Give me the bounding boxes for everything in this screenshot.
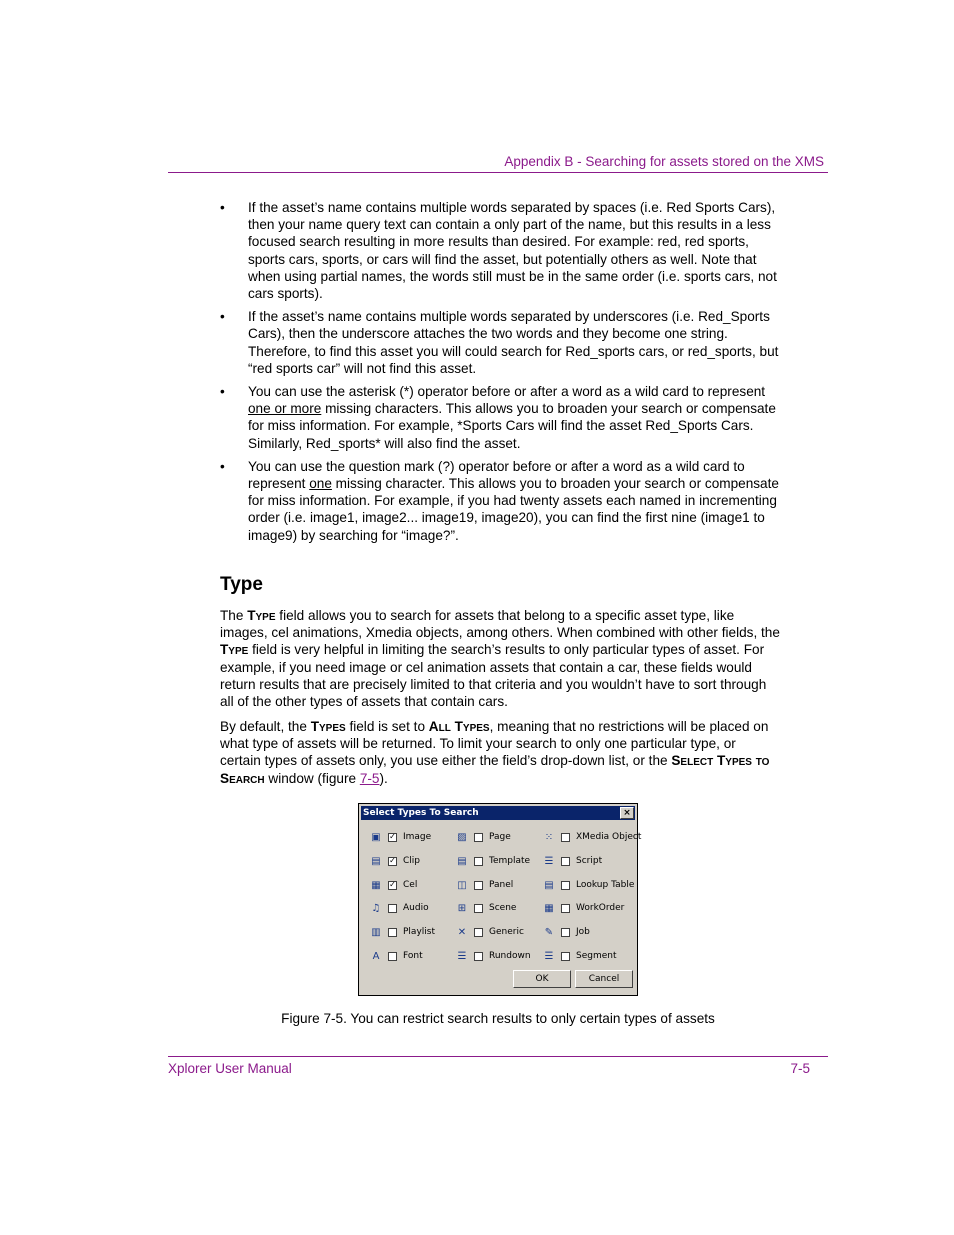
page-header <box>168 152 828 173</box>
bullet-text: You can use the asterisk (*) operator before or after a word as a wild card to represent <box>248 384 766 400</box>
bullet-dot: • <box>220 200 225 215</box>
bullet-text: You can use the question mark (?) operator before or after a word as a wild card to represent <box>248 458 745 492</box>
page-icon: ▨ <box>457 831 467 843</box>
cancel-button[interactable]: Cancel <box>575 970 633 988</box>
type-option-label: Clip <box>403 856 420 866</box>
type-option-label: WorkOrder <box>576 903 625 913</box>
page-number: 7-5 <box>790 1061 810 1076</box>
figure-link[interactable]: 7-5 <box>359 770 380 786</box>
figure-caption: Figure 7-5. You can restrict search results to only certain types of assets <box>281 1011 715 1026</box>
type-checkbox[interactable] <box>561 881 570 890</box>
clip-icon: ▤ <box>371 855 381 867</box>
type-option[interactable] <box>543 901 624 915</box>
cel-icon: ▦ <box>371 879 381 891</box>
type-option-label: Script <box>576 856 603 866</box>
type-checkbox[interactable]: ✓ <box>389 832 396 841</box>
underlined-text: one <box>309 476 332 492</box>
type-option-label: Cel <box>403 880 418 890</box>
type-option[interactable] <box>370 854 420 868</box>
type-option-label: Playlist <box>403 927 435 937</box>
type-checkbox[interactable] <box>388 928 397 937</box>
font-icon: A <box>372 950 380 962</box>
playlist-icon: ▥ <box>371 926 381 938</box>
script-icon: ☰ <box>544 855 554 867</box>
text: window (figure <box>264 770 360 786</box>
section-heading: Type <box>220 574 263 595</box>
xmedia-object-icon: ⁙ <box>544 831 554 843</box>
type-option-label: Page <box>489 832 511 842</box>
default-paragraph <box>220 718 780 787</box>
text: field is very helpful in limiting the search’s results to only particular types of asset. For example, if you need image or cel animation assets that contain a car, these fields would return results that are precisely limited to that criteria and you wouldn’t have to sort through all of the other types of assets that contain cars. <box>220 642 767 710</box>
type-option-label: Generic <box>489 927 524 937</box>
type-option[interactable] <box>456 901 516 915</box>
list-item <box>220 199 780 302</box>
type-checkbox[interactable] <box>474 881 483 890</box>
type-option-label: Job <box>576 927 590 937</box>
bullet-text: If the asset’s name contains multiple words separated by underscores (i.e. Red_Sports Cars), then the underscore attaches the two words and they become one string. Therefore, to find this asset you will could search for Red_sports cars, or red_sports, but “red sports car” will not find this asset. <box>248 309 779 376</box>
header-title: Appendix B - Searching for assets stored on the XMS <box>504 154 824 169</box>
field-name: Types <box>310 719 346 734</box>
list-item <box>220 458 780 544</box>
type-checkbox[interactable] <box>388 904 397 913</box>
type-option-label: XMedia Object <box>576 832 642 842</box>
type-option[interactable] <box>543 830 641 844</box>
type-checkbox[interactable] <box>474 952 483 961</box>
text: ). <box>379 770 388 786</box>
text: field allows you to search for assets that belong to a specific asset type, like images, cel animations, Xmedia objects, among others. When combined with other fields, the <box>220 608 780 641</box>
bullet-text: If the asset’s name contains multiple words separated by spaces (i.e. Red Sports Cars), then your name query text can contain a only part of the name, but this results in a less focused search resulting in more results than desired. For example: red, red sports, sports cars, sports, or cars will find the asset, but potentially others as well. Note that when using partial names, the words still must be in the same order (i.e. sports cars, not cars sports). <box>248 200 777 302</box>
type-option-label: Panel <box>489 880 514 890</box>
type-checkbox[interactable]: ✓ <box>389 880 396 889</box>
type-checkbox[interactable] <box>474 857 483 866</box>
field-name: Type <box>220 642 249 658</box>
type-option-label: Scene <box>489 903 517 913</box>
type-option-label: Template <box>489 856 531 866</box>
text: By default, the <box>220 719 311 734</box>
text: , meaning that no restrictions will be placed on what type of assets will be returned. To limit your search to only one particular type, or certain types of assets only, you use either the field’s drop-down list, or the <box>220 719 769 769</box>
type-option[interactable] <box>543 925 590 939</box>
audio-icon: ♫ <box>371 902 381 914</box>
type-checkbox[interactable]: ✓ <box>389 856 396 865</box>
job-icon: ✎ <box>544 926 554 938</box>
footer-title: Xplorer User Manual <box>168 1061 292 1076</box>
bullet-dot: • <box>220 309 225 325</box>
rundown-icon: ☰ <box>457 950 467 962</box>
type-option-label: Image <box>403 832 432 842</box>
bullet-text: missing characters. This allows you to broaden your search or compensate for miss information. For example, *Sports Cars will find the asset Red_Sports Cars. Similarly, Red_sports* will also find the asset. <box>248 401 776 451</box>
type-option[interactable] <box>456 949 531 963</box>
type-option-label: Audio <box>403 903 429 913</box>
text: The <box>220 608 248 623</box>
type-checkbox[interactable] <box>561 952 570 961</box>
list-item <box>220 308 780 377</box>
type-option[interactable] <box>370 949 423 963</box>
type-checkbox[interactable] <box>561 833 570 842</box>
type-option[interactable] <box>456 878 513 892</box>
type-option[interactable] <box>543 854 602 868</box>
type-option-label: Font <box>403 951 423 961</box>
ok-button[interactable]: OK <box>513 970 571 988</box>
dialog-title: Select Types To Search <box>363 808 479 818</box>
dialog-body <box>362 822 642 992</box>
select-types-dialog <box>358 803 642 996</box>
type-option-label: Rundown <box>489 951 531 961</box>
image-icon: ▣ <box>371 831 381 843</box>
type-option-label: Segment <box>576 951 617 961</box>
type-checkbox[interactable] <box>474 904 483 913</box>
dialog-titlebar <box>361 806 635 820</box>
type-option[interactable] <box>456 830 511 844</box>
list-item <box>220 383 780 452</box>
type-checkbox[interactable] <box>561 904 570 913</box>
segment-icon: ☰ <box>544 950 554 962</box>
type-checkbox[interactable] <box>388 952 397 961</box>
generic-icon: ✕ <box>457 926 467 938</box>
type-option[interactable] <box>456 925 524 939</box>
type-paragraph <box>220 607 780 710</box>
close-icon[interactable]: × <box>620 807 634 819</box>
type-option[interactable] <box>543 878 634 892</box>
page-footer <box>168 1056 828 1081</box>
type-checkbox[interactable] <box>561 857 570 866</box>
field-name: All Types <box>428 719 490 734</box>
bullet-list <box>220 199 780 550</box>
bullet-dot: • <box>220 384 225 400</box>
field-name: Type <box>247 608 276 623</box>
type-option-label: Lookup Table <box>576 880 635 890</box>
type-option[interactable] <box>543 949 617 963</box>
type-checkbox[interactable] <box>474 833 483 842</box>
text: field is set to <box>345 719 429 734</box>
type-checkbox[interactable] <box>474 928 483 937</box>
template-icon: ▤ <box>457 855 467 867</box>
type-option[interactable] <box>370 901 429 915</box>
underlined-text: one or more <box>248 401 322 417</box>
panel-icon: ◫ <box>457 879 467 891</box>
type-option[interactable] <box>370 878 417 892</box>
type-option[interactable] <box>370 925 435 939</box>
bullet-text: missing character. This allows you to broaden your search or compensate for miss information. For example, if you had twenty assets each named in incrementing order (i.e. image1, image2... image19, image20), you can find the first nine (image1 to image9) by searching for “image?”. <box>248 476 779 543</box>
type-option[interactable] <box>456 854 530 868</box>
workorder-icon: ▦ <box>544 902 554 914</box>
type-option[interactable] <box>370 830 431 844</box>
window-name: Select Types to Search <box>220 753 770 786</box>
lookup-table-icon: ▤ <box>544 879 554 891</box>
bullet-dot: • <box>220 458 225 474</box>
type-checkbox[interactable] <box>561 928 570 937</box>
scene-icon: ⊞ <box>457 902 467 914</box>
